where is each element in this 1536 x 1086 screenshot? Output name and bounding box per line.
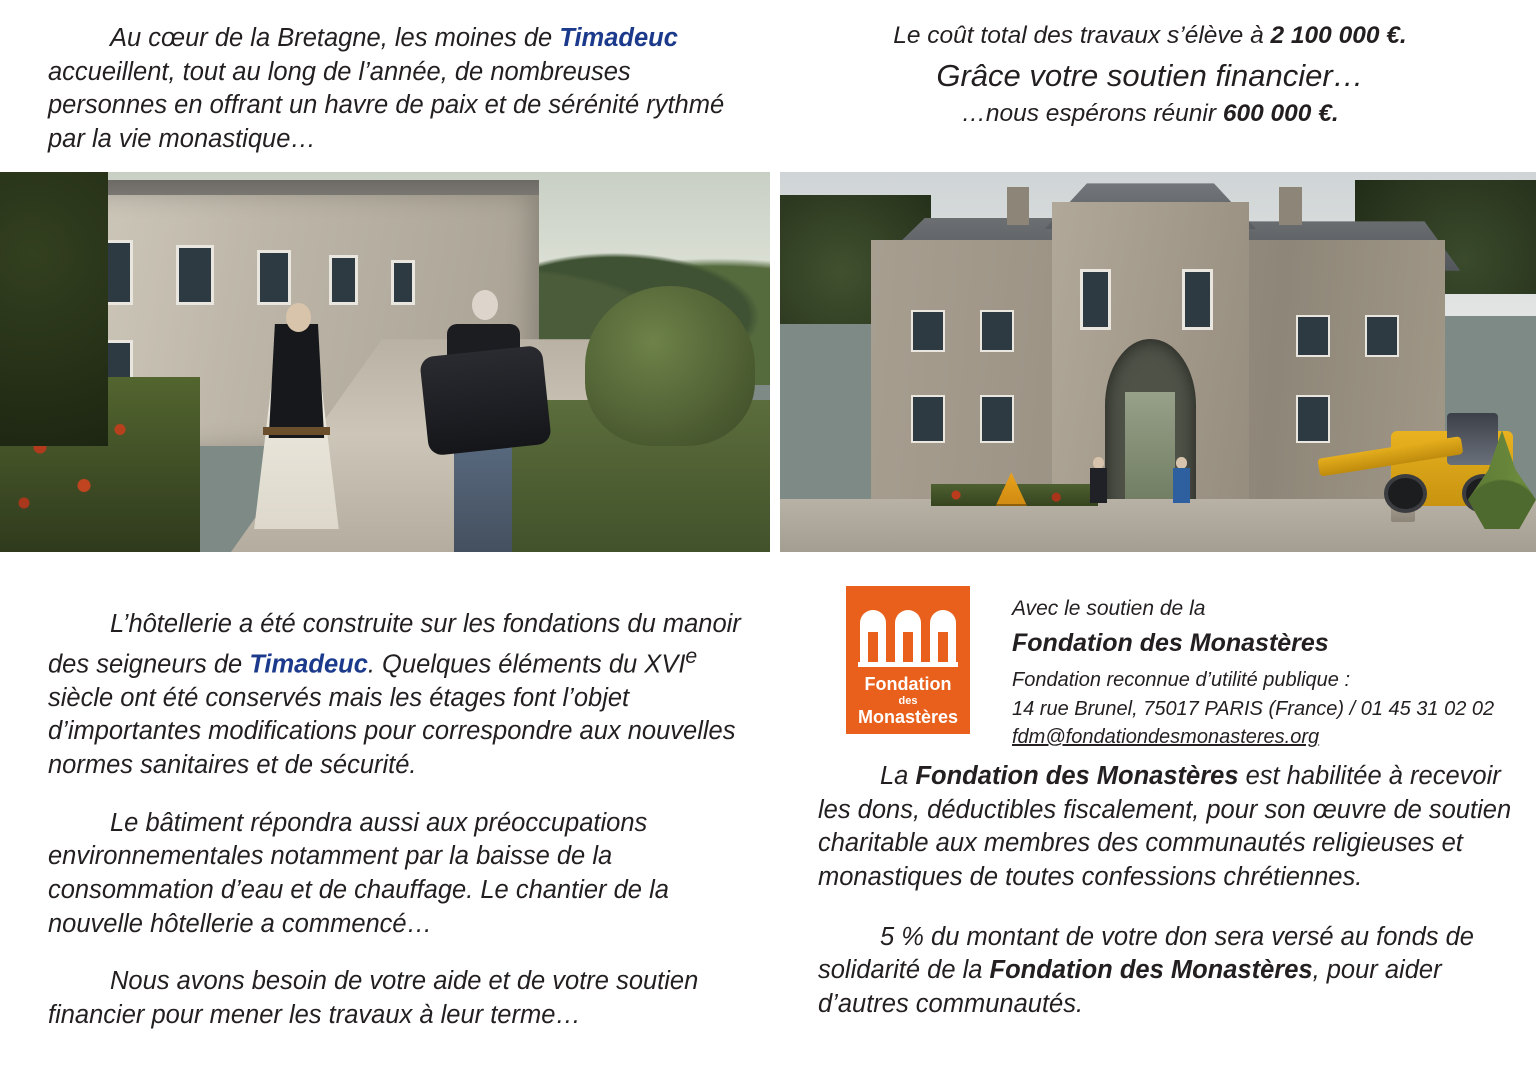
fp1-part-b: est habilitée à recevoir les dons, déductibles fiscalement, pour son œuvre de soutien charitable aux membres des communautés religieuses et monastiques de toutes confessions chrétiennes. bbox=[818, 762, 1512, 891]
intro-paragraph-text bbox=[48, 22, 738, 157]
p1-part-b: . Quelques éléments du XVI bbox=[367, 650, 686, 679]
fondation-des-monasteres-logo bbox=[846, 586, 970, 734]
window-icon bbox=[329, 255, 358, 305]
cost-total-amount: 2 100 000 €. bbox=[1270, 22, 1407, 49]
window-icon bbox=[1182, 269, 1213, 330]
logo-baseline bbox=[858, 662, 958, 667]
left-bush bbox=[0, 172, 108, 446]
chimney-icon bbox=[1279, 187, 1302, 225]
wheel-icon bbox=[1384, 474, 1427, 513]
window-icon bbox=[1365, 315, 1399, 358]
cost-total-label: Le coût total des travaux s’élève à bbox=[893, 22, 1271, 49]
intro-paragraph bbox=[48, 22, 738, 157]
fp2-foundation-name: Fondation des Monastères bbox=[989, 956, 1313, 985]
foundation-paragraphs bbox=[818, 760, 1518, 1022]
gateway-view-through bbox=[1125, 392, 1175, 514]
paragraph-appel-aide: Nous avons besoin de votre aide et de votre soutien financier pour mener les travaux à leur terme… bbox=[48, 967, 699, 1030]
p1-accent-timadeuc: Timadeuc bbox=[249, 650, 368, 679]
foundation-address: 14 rue Brunel, 75017 PARIS (France) / 01 45 31 02 02 bbox=[1012, 697, 1495, 720]
arch-shape bbox=[930, 610, 956, 662]
intro-accent-timadeuc: Timadeuc bbox=[559, 24, 678, 52]
cost-thanks-line: Grâce votre soutien financier… bbox=[936, 58, 1364, 93]
cost-block bbox=[790, 22, 1510, 128]
arch-shape bbox=[860, 610, 886, 662]
paragraph-solidarite bbox=[818, 921, 1518, 1022]
p1-part-a: L’hôtellerie a été construite sur les fondations du manoir des seigneurs de bbox=[48, 610, 741, 679]
intro-line-1: Au cœur de la Bretagne, les moines de bbox=[110, 24, 560, 52]
backpack-icon bbox=[419, 344, 552, 455]
window-icon bbox=[176, 245, 214, 305]
photo-monastery-lane bbox=[0, 172, 770, 552]
arches-icon bbox=[860, 600, 956, 662]
cost-goal-line bbox=[790, 100, 1510, 128]
window-icon bbox=[257, 250, 290, 305]
paragraph-habilitee bbox=[818, 760, 1518, 895]
logo-wordmark bbox=[846, 674, 970, 728]
monk-scapular bbox=[266, 324, 328, 438]
fp2-part-b: , pour aider d’autres communautés. bbox=[818, 956, 1442, 1018]
arch-shape bbox=[895, 610, 921, 662]
window-icon bbox=[980, 395, 1014, 443]
window-icon bbox=[980, 310, 1014, 353]
window-icon bbox=[911, 395, 945, 443]
photo-manor-worksite bbox=[780, 172, 1536, 552]
support-label: Avec le soutien de la bbox=[1012, 597, 1206, 620]
fp2-part-a: 5 % du montant de votre don sera versé au fonds de solidarité de la bbox=[818, 922, 1474, 985]
foundation-status: Fondation reconnue d’utilité publique : bbox=[1012, 669, 1351, 692]
fp1-part-a: La bbox=[880, 762, 916, 790]
paragraph-environnement: Le bâtiment répondra aussi aux préoccupations environnementales notamment par la baisse de la consommation d’eau et de chauffage. Le chantier de la nouvelle hôtellerie a commencé… bbox=[48, 808, 669, 938]
intro-line-2: accueillent, tout au long de l’année, de nombreuses personnes en offrant un havre de paix et de sérénité rythmé par la vie monastique… bbox=[48, 57, 725, 153]
chimney-icon bbox=[1007, 187, 1030, 225]
cost-goal-label: …nous espérons réunir bbox=[961, 100, 1223, 127]
p1-part-c: siècle ont été conservés mais les étages font l’objet d’importantes modifications pour correspondre aux nouvelles normes sanitaires et de sécurité. bbox=[48, 683, 736, 780]
foundation-name: Fondation des Monastères bbox=[1012, 628, 1329, 657]
window-icon bbox=[1296, 315, 1330, 358]
window-icon bbox=[911, 310, 945, 353]
fp1-foundation-name: Fondation des Monastères bbox=[915, 762, 1239, 790]
monk-head bbox=[286, 303, 311, 332]
logo-line-3: Monastères bbox=[857, 707, 959, 728]
logo-line-2: des bbox=[898, 694, 918, 707]
monk-belt bbox=[263, 427, 329, 435]
cost-total-line bbox=[790, 22, 1510, 50]
worker-body bbox=[1173, 468, 1190, 503]
worker-figure bbox=[1090, 457, 1107, 503]
foundation-email-link[interactable]: fdm@fondationdesmonasteres.org bbox=[1012, 726, 1320, 749]
cost-goal-amount: 600 000 €. bbox=[1222, 100, 1339, 127]
window-icon bbox=[391, 260, 415, 305]
foundation-info-block bbox=[1012, 594, 1512, 751]
window-icon bbox=[1080, 269, 1111, 330]
worker-figure bbox=[1173, 457, 1190, 503]
logo-line-1: Fondation bbox=[864, 674, 952, 694]
hedge bbox=[585, 286, 754, 446]
worker-body bbox=[1090, 468, 1107, 503]
courtyard-ground bbox=[780, 499, 1536, 552]
paragraph-hotellerie bbox=[48, 608, 754, 783]
p1-ordinal-superscript: e bbox=[685, 643, 698, 668]
body-left-column bbox=[48, 608, 754, 1033]
